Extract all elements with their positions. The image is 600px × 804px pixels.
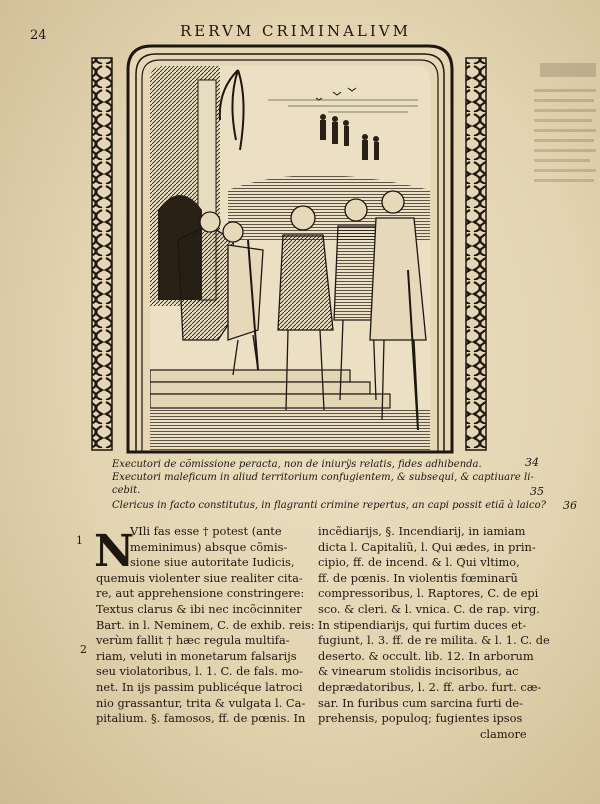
text-line: prehensis, populoq; fugientes ipsos bbox=[318, 711, 523, 726]
text-column-right bbox=[318, 524, 550, 742]
margin-note-mark: 2 bbox=[80, 643, 87, 656]
caption-number: 35 bbox=[530, 485, 544, 498]
text-line: ff. de pœnis. In violentis fœminarũ bbox=[318, 570, 518, 585]
text-line: deserto. & occult. lib. 12. In arborum bbox=[318, 648, 534, 663]
caption-number: 36 bbox=[563, 499, 577, 512]
text-line: quemuis violenter siue realiter cita- bbox=[96, 570, 303, 585]
show-through-text bbox=[530, 55, 600, 315]
text-line: riam, veluti in monetarum falsarijs bbox=[96, 648, 297, 663]
text-line: incẽdiarijs, §. Incendiarij, in iamiam bbox=[318, 524, 526, 538]
text-line: VIli fas esse † potest (ante bbox=[130, 524, 282, 538]
text-column-left bbox=[96, 524, 315, 727]
margin-note-mark: 1 bbox=[76, 534, 83, 547]
caption-line: Executori maleficum in aliud territorium confugientem, & subsequi, & captiuare li- bbox=[112, 472, 534, 483]
caption-number: 34 bbox=[525, 456, 539, 469]
text-line: net. In ijs passim publicéque latroci bbox=[96, 679, 303, 694]
text-line: cipio, ff. de incend. & l. Qui vltimo, bbox=[318, 555, 520, 570]
caption-line: Clericus in facto constitutus, in flagranti crimine repertus, an capi possit etiã à laico? bbox=[112, 500, 546, 511]
text-line: deprædatoribus, l. 2. ff. arbo. furt. cæ- bbox=[318, 679, 542, 694]
drop-cap: N bbox=[94, 526, 135, 577]
text-line: compressoribus, l. Raptores, C. de epi bbox=[318, 586, 539, 601]
text-line: dicta l. Capitaliũ, l. Qui ædes, in prin- bbox=[318, 539, 536, 554]
catchword: clamore bbox=[480, 726, 527, 741]
text-line: pitalium. §. famosos, ff. de pœnis. In bbox=[96, 711, 306, 726]
text-line: & vinearum stolidis incisoribus, ac bbox=[318, 664, 519, 679]
text-line: sco. & cleri. & l. vnica. C. de rap. virg. bbox=[318, 601, 540, 616]
text-line: Bart. in l. Neminem, C. de exhib. reis: bbox=[96, 617, 315, 632]
text-line: nio grassantur, trita & vulgata l. Ca- bbox=[96, 695, 306, 710]
text-line: verùm fallit † hæc regula multifa- bbox=[96, 633, 290, 648]
caption-line: Executori de cõmissione peracta, non de iniurÿs relatis, fides adhibenda. bbox=[112, 459, 482, 470]
text-line: fugiunt, l. 3. ff. de re milita. & l. 1. C. de bbox=[318, 633, 550, 648]
text-line: re, aut apprehensione constringere: bbox=[96, 586, 305, 601]
text-line: seu violatoribus, l. 1. C. de fals. mo- bbox=[96, 664, 303, 679]
text-line: meminimus) absque cõmis- bbox=[130, 539, 288, 554]
text-line: In stipendiarijs, qui furtim duces et- bbox=[318, 617, 527, 632]
text-line: sar. In furibus cum sarcina furti de- bbox=[318, 695, 523, 710]
woodcut-illustration bbox=[88, 40, 493, 455]
caption-line: cebit. bbox=[112, 485, 141, 496]
text-line: sione siue autoritate Iudicis, bbox=[130, 555, 295, 570]
text-line: Textus clarus & ibi nec incõcinniter bbox=[96, 601, 302, 616]
page-number: 24 bbox=[30, 28, 47, 43]
running-title: RERVM CRIMINALIVM bbox=[180, 22, 411, 40]
